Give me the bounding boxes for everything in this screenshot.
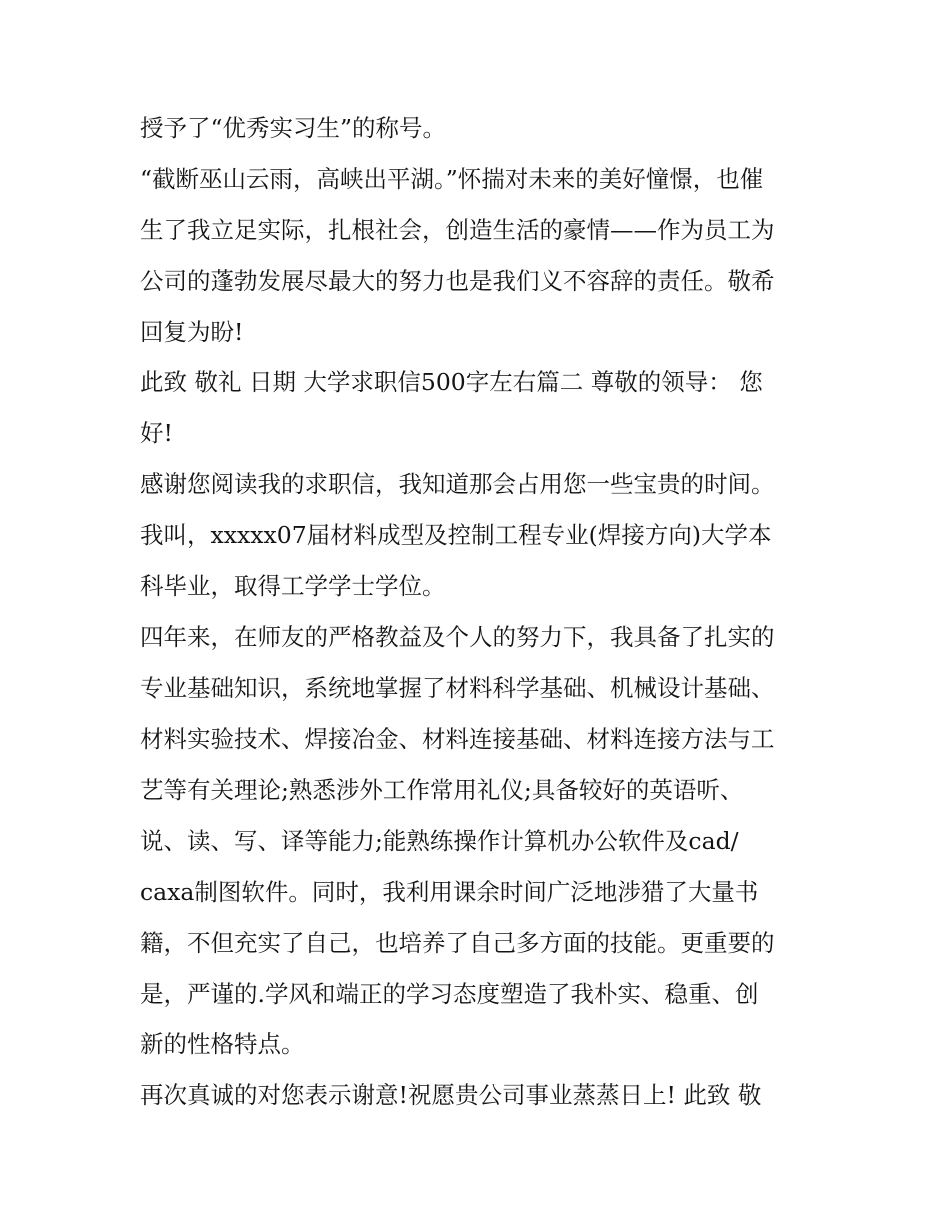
text-line: 感谢您阅读我的求职信，我知道那会占用您一些宝贵的时间。 [140, 470, 775, 498]
text-line: 说、读、写、译等能力;能熟练操作计算机办公软件及cad/ [140, 827, 739, 855]
text-line: 专业基础知识，系统地掌握了材料科学基础、机械设计基础、 [140, 674, 775, 702]
text-line: 好! [140, 419, 173, 447]
text-line: 生了我立足实际，扎根社会，创造生活的豪情——作为员工为 [140, 216, 775, 244]
text-line: 授予了“优秀实习生”的称号。 [140, 114, 447, 142]
text-line: 公司的蓬勃发展尽最大的努力也是我们义不容辞的责任。敬希 [140, 267, 775, 295]
text-line: 材料实验技术、焊接冶金、材料连接基础、材料连接方法与工 [140, 725, 775, 753]
text-line: 籍，不但充实了自己，也培养了自己多方面的技能。更重要的 [140, 929, 775, 957]
text-line: caxa制图软件。同时，我利用课余时间广泛地涉猎了大量书 [140, 878, 759, 906]
text-line: 四年来，在师友的严格教益及个人的努力下，我具备了扎实的 [140, 623, 775, 651]
text-line: 再次真诚的对您表示谢意!祝愿贵公司事业蒸蒸日上! 此致 敬 [140, 1081, 762, 1109]
text-line: 此致 敬礼 日期 大学求职信500字左右篇二 尊敬的领导： 您 [140, 368, 763, 396]
text-line: 新的性格特点。 [140, 1030, 305, 1058]
text-line: 科毕业，取得工学学士学位。 [140, 572, 446, 600]
text-line: 我叫，xxxxx07届材料成型及控制工程专业(焊接方向)大学本 [140, 521, 772, 549]
text-line: 艺等有关理论;熟悉涉外工作常用礼仪;具备较好的英语听、 [140, 776, 744, 804]
text-line: 是，严谨的.学风和端正的学习态度塑造了我朴实、稳重、创 [140, 980, 759, 1008]
text-line: 回复为盼! [140, 318, 244, 346]
text-line: “截断巫山云雨，高峡出平湖。”怀揣对未来的美好憧憬，也催 [140, 165, 764, 193]
